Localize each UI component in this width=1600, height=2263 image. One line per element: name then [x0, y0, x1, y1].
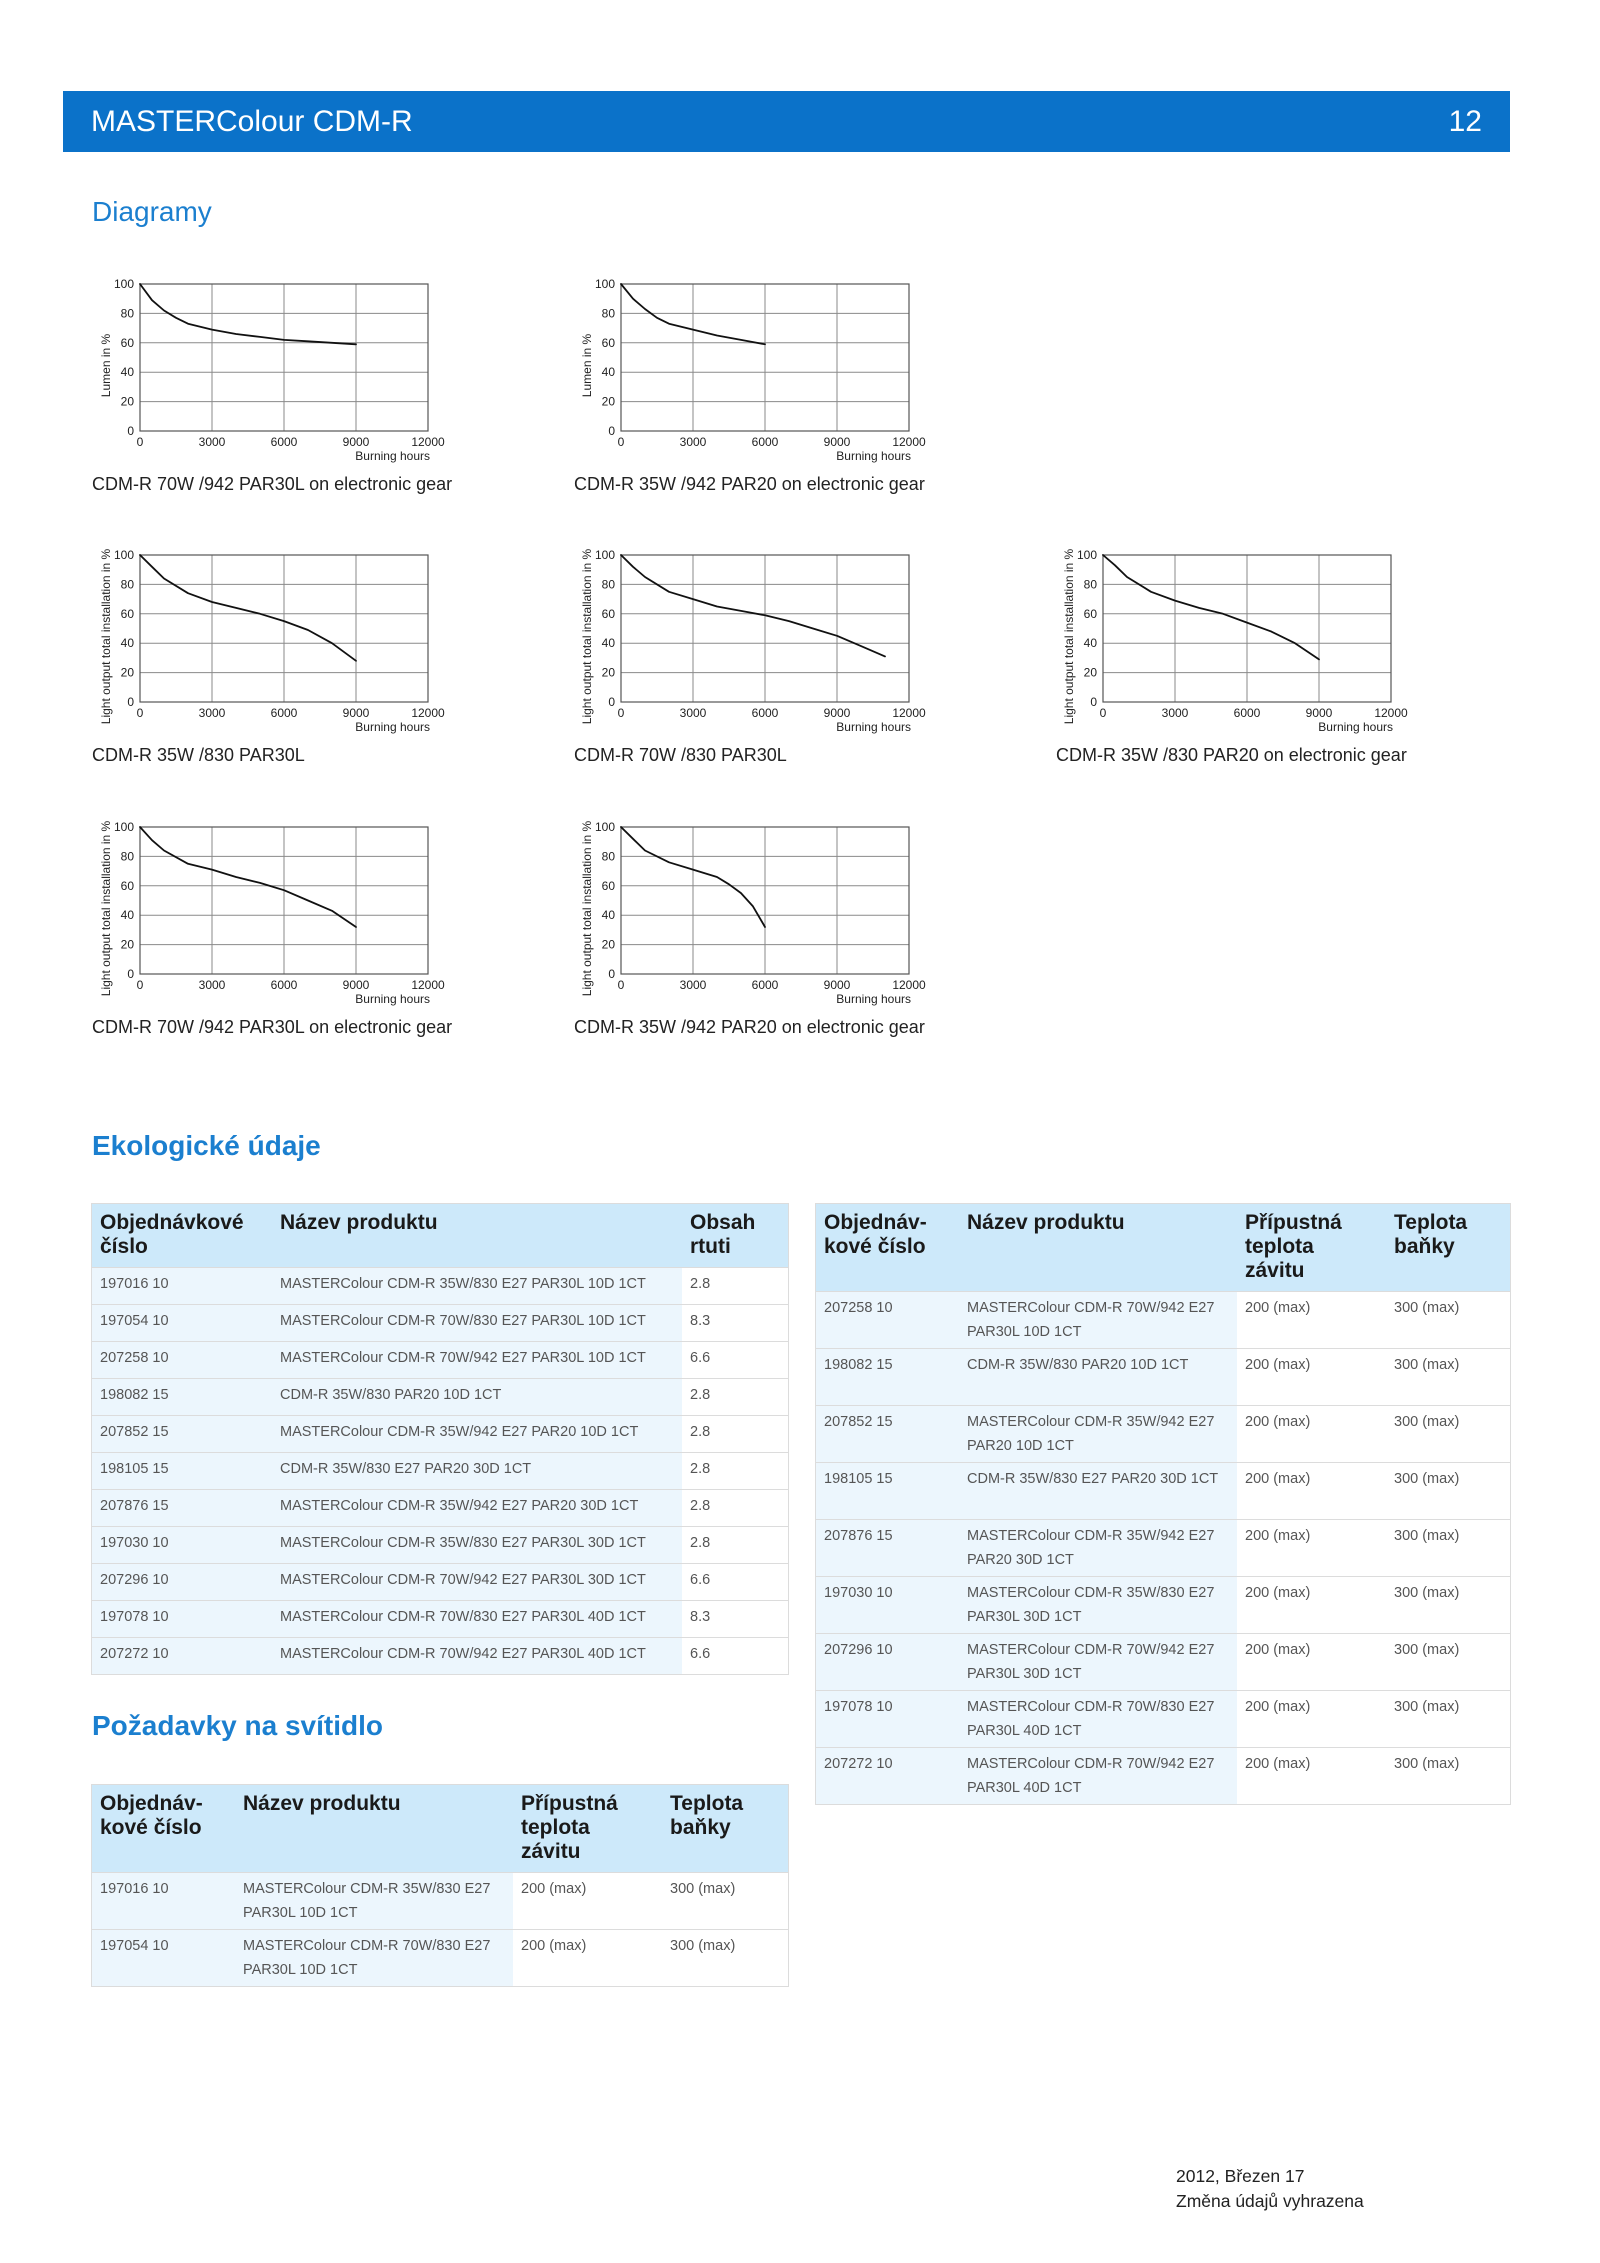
table-row — [92, 1490, 789, 1527]
table-cell: 200 (max) — [1237, 1634, 1386, 1691]
eco-table-body — [92, 1268, 789, 1675]
x-tick-label: 12000 — [411, 706, 445, 720]
x-tick-label: 3000 — [679, 706, 707, 720]
table-cell: 200 (max) — [1237, 1691, 1386, 1748]
eco-table-header — [92, 1204, 789, 1268]
series-line — [1103, 555, 1319, 659]
y-tick-label: 20 — [120, 394, 134, 409]
x-tick-label: 12000 — [892, 435, 926, 449]
y-tick-label: 100 — [113, 548, 134, 562]
table-row — [816, 1406, 1511, 1463]
col-product-name: Název produktu — [959, 1204, 1237, 1292]
x-tick-label: 12000 — [411, 435, 445, 449]
table-cell: MASTERColour CDM-R 70W/942 E27 PAR30L 40D 1CT — [272, 1638, 682, 1675]
table-cell: 197030 10 — [816, 1577, 960, 1634]
table-cell: 2.8 — [682, 1379, 789, 1416]
chart-1 — [84, 270, 564, 465]
table-row — [92, 1638, 789, 1675]
table-cell: 198082 15 — [816, 1349, 960, 1406]
y-tick-label: 0 — [608, 424, 615, 438]
y-tick-label: 100 — [594, 548, 615, 562]
table-cell: MASTERColour CDM-R 35W/830 E27 PAR30L 10D 1CT — [272, 1268, 682, 1305]
y-tick-label: 20 — [601, 937, 615, 952]
table-cell: 200 (max) — [1237, 1292, 1386, 1349]
y-tick-label: 20 — [1083, 665, 1097, 680]
chart-svg — [1047, 541, 1527, 734]
x-tick-label: 0 — [136, 435, 144, 449]
table-row — [92, 1601, 789, 1638]
table-cell: MASTERColour CDM-R 35W/942 E27 PAR20 10D 1CT — [272, 1416, 682, 1453]
chart-3-caption: CDM-R 35W /830 PAR30L — [92, 745, 305, 765]
y-tick-label: 0 — [608, 967, 615, 981]
x-axis-label: Burning hours — [1318, 720, 1393, 734]
req-table-body — [92, 1873, 789, 1987]
col-order-number: Objednáv-kové číslo — [816, 1204, 960, 1292]
chart-svg — [565, 813, 1045, 1006]
table-cell: 300 (max) — [662, 1873, 789, 1930]
x-axis-label: Burning hours — [355, 449, 430, 463]
table-cell: 197078 10 — [92, 1601, 273, 1638]
y-tick-label: 0 — [127, 424, 134, 438]
chart-svg — [84, 813, 564, 1006]
y-tick-label: 0 — [127, 967, 134, 981]
col-cap-temp: Přípustná teplota závitu — [1237, 1204, 1386, 1292]
table-row — [816, 1748, 1511, 1805]
chart-1-caption: CDM-R 70W /942 PAR30L on electronic gear — [92, 474, 453, 494]
chart-5 — [1047, 541, 1527, 736]
chart-svg — [84, 541, 564, 734]
x-tick-label: 9000 — [342, 435, 370, 449]
y-tick-label: 80 — [601, 306, 615, 321]
x-tick-label: 3000 — [1161, 706, 1189, 720]
footer-note: Změna údajů vyhrazena — [1176, 2191, 1364, 2211]
table-row — [816, 1634, 1511, 1691]
table-row — [92, 1416, 789, 1453]
table-cell: 300 (max) — [1386, 1577, 1511, 1634]
table-cell: 197016 10 — [92, 1873, 236, 1930]
x-tick-label: 6000 — [1233, 706, 1261, 720]
series-line — [140, 827, 356, 927]
x-tick-label: 0 — [136, 706, 144, 720]
y-axis-label: Light output total installation in % — [580, 820, 594, 997]
y-tick-label: 40 — [120, 365, 134, 380]
y-tick-label: 100 — [594, 820, 615, 834]
table-cell: 197054 10 — [92, 1930, 236, 1987]
table-cell: MASTERColour CDM-R 70W/942 E27 PAR30L 30D 1CT — [272, 1564, 682, 1601]
y-tick-label: 100 — [113, 820, 134, 834]
series-line — [621, 555, 885, 656]
table-row — [816, 1520, 1511, 1577]
x-tick-label: 6000 — [270, 978, 298, 992]
table-cell: 300 (max) — [1386, 1463, 1511, 1520]
table-row — [92, 1453, 789, 1490]
table-cell: 6.6 — [682, 1564, 789, 1601]
table-cell: MASTERColour CDM-R 70W/942 E27 PAR30L 40D 1CT — [959, 1748, 1237, 1805]
table-cell: 207272 10 — [92, 1638, 273, 1675]
table-row — [92, 1564, 789, 1601]
req2-table-body — [816, 1292, 1511, 1805]
y-axis-label: Light output total installation in % — [99, 820, 113, 997]
table-cell: 8.3 — [682, 1601, 789, 1638]
table-cell: 6.6 — [682, 1638, 789, 1675]
x-tick-label: 12000 — [892, 978, 926, 992]
y-tick-label: 0 — [608, 695, 615, 709]
x-tick-label: 3000 — [679, 435, 707, 449]
y-tick-label: 40 — [120, 908, 134, 923]
table-cell: 300 (max) — [662, 1930, 789, 1987]
chart-5-caption: CDM-R 35W /830 PAR20 on electronic gear — [1056, 745, 1407, 765]
table-cell: MASTERColour CDM-R 35W/830 E27 PAR30L 10D 1CT — [235, 1873, 513, 1930]
header-bar — [63, 91, 1510, 152]
y-tick-label: 60 — [601, 606, 615, 621]
x-tick-label: 3000 — [198, 706, 226, 720]
x-axis-label: Burning hours — [355, 720, 430, 734]
table-cell: MASTERColour CDM-R 70W/942 E27 PAR30L 10D 1CT — [272, 1342, 682, 1379]
table-cell: 300 (max) — [1386, 1634, 1511, 1691]
y-tick-label: 40 — [1083, 636, 1097, 651]
table-cell: 207852 15 — [92, 1416, 273, 1453]
table-cell: MASTERColour CDM-R 70W/830 E27 PAR30L 10D 1CT — [235, 1930, 513, 1987]
x-tick-label: 0 — [136, 978, 144, 992]
chart-7 — [565, 813, 1045, 1008]
col-order-number: Objednáv-kové číslo — [92, 1785, 236, 1873]
table-cell: 300 (max) — [1386, 1349, 1511, 1406]
table-cell: 207852 15 — [816, 1406, 960, 1463]
table-cell: 200 (max) — [1237, 1349, 1386, 1406]
table-cell: 2.8 — [682, 1268, 789, 1305]
table-cell: 200 (max) — [1237, 1520, 1386, 1577]
x-tick-label: 9000 — [823, 435, 851, 449]
table-cell: 300 (max) — [1386, 1520, 1511, 1577]
table-cell: 2.8 — [682, 1527, 789, 1564]
table-cell: 200 (max) — [513, 1873, 662, 1930]
y-tick-label: 80 — [601, 849, 615, 864]
col-product-name: Název produktu — [235, 1785, 513, 1873]
y-tick-label: 20 — [120, 665, 134, 680]
y-tick-label: 40 — [601, 365, 615, 380]
y-axis-label: Light output total installation in % — [580, 548, 594, 725]
table-row — [92, 1268, 789, 1305]
table-cell: 197016 10 — [92, 1268, 273, 1305]
chart-6-caption: CDM-R 70W /942 PAR30L on electronic gear — [92, 1017, 453, 1037]
table-row — [816, 1292, 1511, 1349]
table-cell: MASTERColour CDM-R 70W/830 E27 PAR30L 40D 1CT — [959, 1691, 1237, 1748]
series-line — [140, 555, 356, 661]
table-cell: 300 (max) — [1386, 1748, 1511, 1805]
eco-table — [91, 1203, 789, 1675]
table-cell: 207272 10 — [816, 1748, 960, 1805]
table-cell: 207296 10 — [816, 1634, 960, 1691]
table-row — [92, 1379, 789, 1416]
chart-svg — [565, 270, 1045, 463]
req-table-header — [92, 1785, 789, 1873]
y-tick-label: 80 — [601, 577, 615, 592]
table-cell: MASTERColour CDM-R 70W/830 E27 PAR30L 10D 1CT — [272, 1305, 682, 1342]
x-tick-label: 6000 — [751, 435, 779, 449]
table-cell: 197054 10 — [92, 1305, 273, 1342]
table-cell: 200 (max) — [1237, 1463, 1386, 1520]
chart-6 — [84, 813, 564, 1008]
table-cell: 200 (max) — [1237, 1577, 1386, 1634]
y-tick-label: 80 — [120, 577, 134, 592]
document-title: MASTERColour CDM-R — [91, 104, 413, 138]
table-row — [816, 1691, 1511, 1748]
table-cell: MASTERColour CDM-R 35W/942 E27 PAR20 30D 1CT — [959, 1520, 1237, 1577]
y-tick-label: 60 — [1083, 606, 1097, 621]
y-tick-label: 60 — [601, 335, 615, 350]
y-tick-label: 80 — [1083, 577, 1097, 592]
req-table — [91, 1784, 789, 1987]
table-cell: 207258 10 — [92, 1342, 273, 1379]
eco-heading: Ekologické údaje — [92, 1130, 321, 1161]
table-cell: 197078 10 — [816, 1691, 960, 1748]
table-row — [92, 1527, 789, 1564]
chart-2-caption: CDM-R 35W /942 PAR20 on electronic gear — [574, 474, 925, 494]
table-cell: 198105 15 — [92, 1453, 273, 1490]
x-tick-label: 9000 — [823, 706, 851, 720]
x-tick-label: 12000 — [411, 978, 445, 992]
y-axis-label: Light output total installation in % — [99, 548, 113, 725]
table-cell: MASTERColour CDM-R 35W/942 E27 PAR20 30D 1CT — [272, 1490, 682, 1527]
y-tick-label: 20 — [601, 394, 615, 409]
y-tick-label: 0 — [127, 695, 134, 709]
table-cell: MASTERColour CDM-R 70W/942 E27 PAR30L 30D 1CT — [959, 1634, 1237, 1691]
table-cell: MASTERColour CDM-R 35W/830 E27 PAR30L 30D 1CT — [959, 1577, 1237, 1634]
x-tick-label: 0 — [617, 706, 625, 720]
x-axis-label: Burning hours — [836, 720, 911, 734]
y-axis-label: Lumen in % — [580, 333, 594, 398]
diagrams-heading: Diagramy — [92, 196, 212, 227]
table-row — [92, 1873, 789, 1930]
req-table-continued — [815, 1203, 1511, 1805]
x-axis-label: Burning hours — [836, 449, 911, 463]
x-axis-label: Burning hours — [836, 992, 911, 1006]
table-cell: CDM-R 35W/830 PAR20 10D 1CT — [959, 1349, 1237, 1406]
table-cell: MASTERColour CDM-R 35W/830 E27 PAR30L 30D 1CT — [272, 1527, 682, 1564]
x-tick-label: 3000 — [198, 978, 226, 992]
table-cell: 198105 15 — [816, 1463, 960, 1520]
y-tick-label: 80 — [120, 306, 134, 321]
table-cell: MASTERColour CDM-R 70W/942 E27 PAR30L 10D 1CT — [959, 1292, 1237, 1349]
table-cell: 2.8 — [682, 1453, 789, 1490]
table-row — [92, 1930, 789, 1987]
y-tick-label: 40 — [120, 636, 134, 651]
table-cell: MASTERColour CDM-R 70W/830 E27 PAR30L 40D 1CT — [272, 1601, 682, 1638]
table-cell: 207296 10 — [92, 1564, 273, 1601]
x-tick-label: 0 — [617, 978, 625, 992]
x-axis-label: Burning hours — [355, 992, 430, 1006]
y-tick-label: 100 — [1076, 548, 1097, 562]
x-tick-label: 0 — [1099, 706, 1107, 720]
x-tick-label: 9000 — [823, 978, 851, 992]
req-heading: Požadavky na svítidlo — [92, 1710, 383, 1741]
page-number: 12 — [1448, 104, 1482, 138]
y-tick-label: 60 — [120, 878, 134, 893]
table-cell: 6.6 — [682, 1342, 789, 1379]
table-cell: 200 (max) — [513, 1930, 662, 1987]
table-cell: 207876 15 — [92, 1490, 273, 1527]
chart-4-caption: CDM-R 70W /830 PAR30L — [574, 745, 787, 765]
y-tick-label: 40 — [601, 636, 615, 651]
col-mercury: Obsah rtuti — [682, 1204, 789, 1268]
x-tick-label: 9000 — [342, 978, 370, 992]
table-row — [92, 1305, 789, 1342]
y-tick-label: 0 — [1090, 695, 1097, 709]
y-tick-label: 100 — [113, 277, 134, 291]
y-tick-label: 100 — [594, 277, 615, 291]
y-tick-label: 60 — [601, 878, 615, 893]
x-tick-label: 6000 — [751, 706, 779, 720]
x-tick-label: 9000 — [1305, 706, 1333, 720]
table-cell: 207258 10 — [816, 1292, 960, 1349]
table-row — [816, 1349, 1511, 1406]
x-tick-label: 9000 — [342, 706, 370, 720]
table-row — [92, 1342, 789, 1379]
footer-date: 2012, Březen 17 — [1176, 2166, 1305, 2186]
col-order-number: Objednávkové číslo — [92, 1204, 273, 1268]
x-tick-label: 12000 — [1374, 706, 1408, 720]
y-tick-label: 20 — [601, 665, 615, 680]
y-tick-label: 80 — [120, 849, 134, 864]
table-cell: 300 (max) — [1386, 1691, 1511, 1748]
table-row — [816, 1463, 1511, 1520]
table-cell: 198082 15 — [92, 1379, 273, 1416]
chart-svg — [565, 541, 1045, 734]
table-cell: 300 (max) — [1386, 1406, 1511, 1463]
footer — [1176, 2164, 1364, 2214]
table-cell: 2.8 — [682, 1490, 789, 1527]
x-tick-label: 12000 — [892, 706, 926, 720]
col-bulb-temp: Teplota baňky — [1386, 1204, 1511, 1292]
y-axis-label: Lumen in % — [99, 333, 113, 398]
x-tick-label: 6000 — [270, 435, 298, 449]
chart-2 — [565, 270, 1045, 465]
table-cell: CDM-R 35W/830 E27 PAR20 30D 1CT — [272, 1453, 682, 1490]
table-cell: 8.3 — [682, 1305, 789, 1342]
y-tick-label: 60 — [120, 606, 134, 621]
x-tick-label: 6000 — [270, 706, 298, 720]
table-cell: 2.8 — [682, 1416, 789, 1453]
chart-7-caption: CDM-R 35W /942 PAR20 on electronic gear — [574, 1017, 925, 1037]
chart-4 — [565, 541, 1045, 736]
x-tick-label: 6000 — [751, 978, 779, 992]
table-cell: 197030 10 — [92, 1527, 273, 1564]
y-tick-label: 60 — [120, 335, 134, 350]
x-tick-label: 0 — [617, 435, 625, 449]
series-line — [140, 284, 356, 344]
col-bulb-temp: Teplota baňky — [662, 1785, 789, 1873]
table-cell: 200 (max) — [1237, 1406, 1386, 1463]
y-axis-label: Light output total installation in % — [1062, 548, 1076, 725]
chart-3 — [84, 541, 564, 736]
x-tick-label: 3000 — [198, 435, 226, 449]
table-cell: CDM-R 35W/830 E27 PAR20 30D 1CT — [959, 1463, 1237, 1520]
chart-svg — [84, 270, 564, 463]
table-cell: 207876 15 — [816, 1520, 960, 1577]
table-cell: 300 (max) — [1386, 1292, 1511, 1349]
y-tick-label: 20 — [120, 937, 134, 952]
col-cap-temp: Přípustná teplota závitu — [513, 1785, 662, 1873]
x-tick-label: 3000 — [679, 978, 707, 992]
table-cell: MASTERColour CDM-R 35W/942 E27 PAR20 10D 1CT — [959, 1406, 1237, 1463]
table-cell: CDM-R 35W/830 PAR20 10D 1CT — [272, 1379, 682, 1416]
table-row — [816, 1577, 1511, 1634]
y-tick-label: 40 — [601, 908, 615, 923]
col-product-name: Název produktu — [272, 1204, 682, 1268]
table-cell: 200 (max) — [1237, 1748, 1386, 1805]
req2-table-header — [816, 1204, 1511, 1292]
